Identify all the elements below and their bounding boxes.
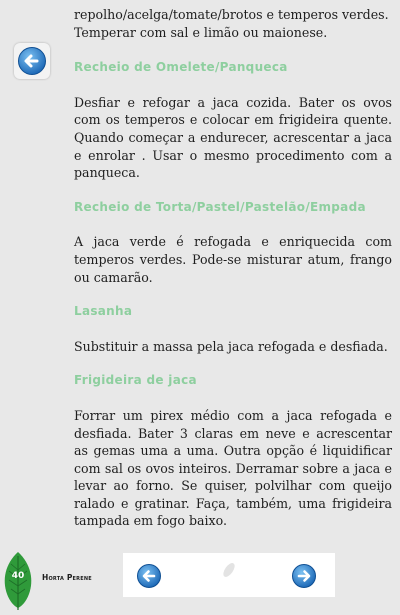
section-text-omelete: Desfiar e refogar a jaca cozida. Bater os ovos com os temperos e colocar em frigideira quente. Quando começar a endurecer, acrescentar a jaca e enrolar . Usar o mesmo procedimento com a panqueca. [74,94,392,181]
section-text-lasanha: Substituir a massa pela jaca refogada e desfiada. [74,338,388,354]
section-heading-frigideira: Frigideira de jaca [74,373,197,388]
intro-line: Temperar com sal e limão ou maionese. [74,24,328,40]
back-button[interactable] [14,43,50,79]
leaf-icon [1,550,35,612]
intro-paragraph [74,6,392,41]
page-number: 40 [11,571,25,581]
left-arrow-circle-icon [17,46,47,76]
section-text-torta: A jaca verde é refogada e enriquecida com temperos verdes. Pode-se misturar atum, frango ou camarão. [74,234,392,285]
article-body [74,6,392,530]
page-navigation [123,553,335,597]
previous-page-button[interactable] [136,563,162,589]
intro-line: repolho/acelga/tomate/brotos e temperos verdes. [74,7,389,22]
section-heading-lasanha: Lasanha [74,304,133,319]
right-arrow-circle-icon [291,563,317,589]
next-page-button[interactable] [291,563,317,589]
brand-name: Horta Perene [42,573,92,582]
section-heading-torta: Recheio de Torta/Pastel/Pastelão/Empada [74,199,366,214]
section-heading-omelete: Recheio de Omelete/Panqueca [74,60,288,75]
leaf-watermark-icon [220,561,238,579]
left-arrow-circle-icon [136,563,162,589]
section-text-frigideira: Forrar um pirex médio com a jaca refogada e desfiada. Bater 3 claras em neve e acrescentar as gemas uma a uma. Outra opção é liquidificar com sal os ovos inteiros. Derramar sobre a jaca e levar ao forno. Se quiser, polvilhar com queijo ralado e gratinar. Faça, também, uma frigideira tampada em fogo baixo. [74,407,392,529]
